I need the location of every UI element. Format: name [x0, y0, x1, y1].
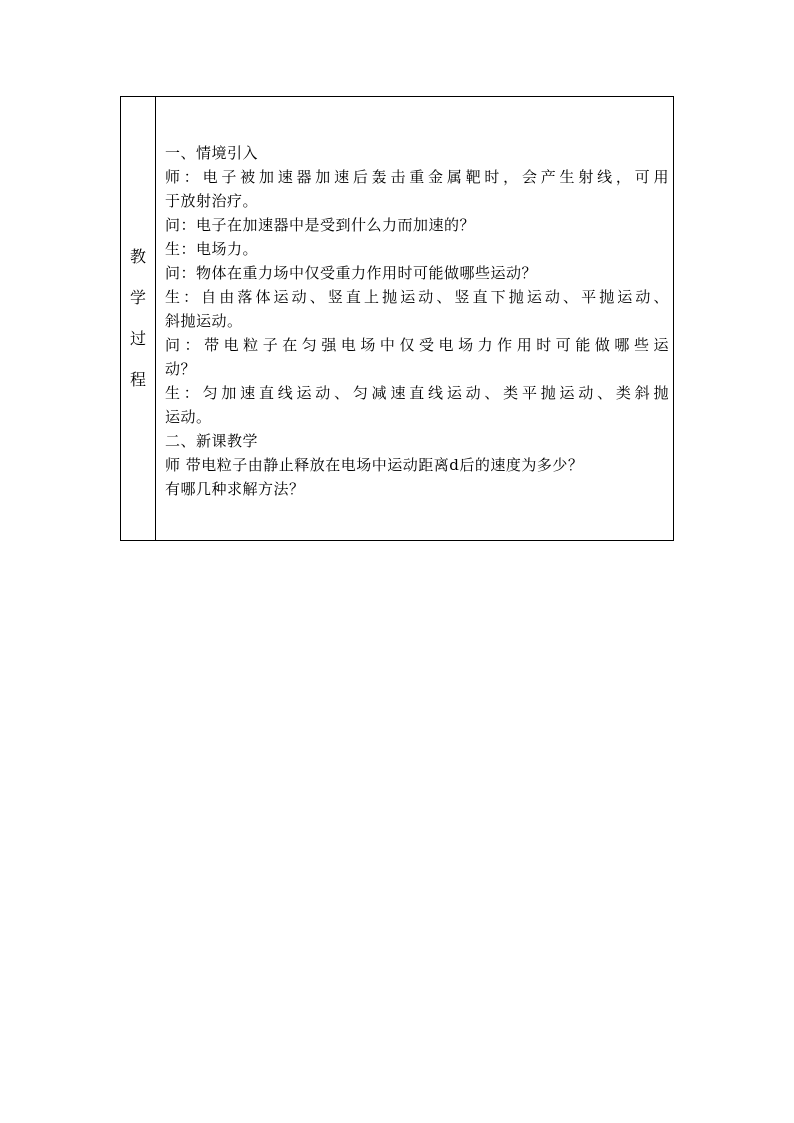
- question-line: 问：电子在加速器中是受到什么力而加速的？: [165, 216, 476, 234]
- question-line-continued: 动？: [165, 360, 197, 378]
- student-line: 生：自由落体运动、竖直上抛运动、竖直下抛运动、平抛运动、: [165, 288, 669, 306]
- section-label-char: 程: [129, 370, 146, 389]
- section-label-char: 教: [129, 247, 146, 266]
- student-line-continued: 斜抛运动。: [165, 312, 243, 330]
- lesson-table: [120, 96, 674, 541]
- teacher-line: 师：电子被加速器加速后轰击重金属靶时，会产生射线，可用: [165, 168, 669, 186]
- student-line: 生：电场力。: [165, 240, 259, 258]
- lesson-content: [156, 97, 673, 540]
- teacher-line-continued: 于放射治疗。: [165, 192, 259, 210]
- section-heading-intro: 一、情境引入: [165, 144, 259, 162]
- teacher-line-continued: 有哪几种求解方法？: [165, 480, 305, 498]
- question-line: 问：物体在重力场中仅受重力作用时可能做哪些运动？: [165, 264, 538, 282]
- teacher-line: 师 带电粒子由静止释放在电场中运动距离d后的速度为多少？: [165, 456, 584, 474]
- student-line: 生：匀加速直线运动、匀减速直线运动、类平抛运动、类斜抛: [165, 384, 669, 402]
- section-label-char: 学: [129, 288, 146, 307]
- section-label-char: 过: [129, 329, 146, 348]
- section-label-column: [121, 97, 156, 540]
- question-line: 问：带电粒子在匀强电场中仅受电场力作用时可能做哪些运: [165, 336, 669, 354]
- student-line-continued: 运动。: [165, 408, 212, 426]
- section-heading-new-lesson: 二、新课教学: [165, 432, 259, 450]
